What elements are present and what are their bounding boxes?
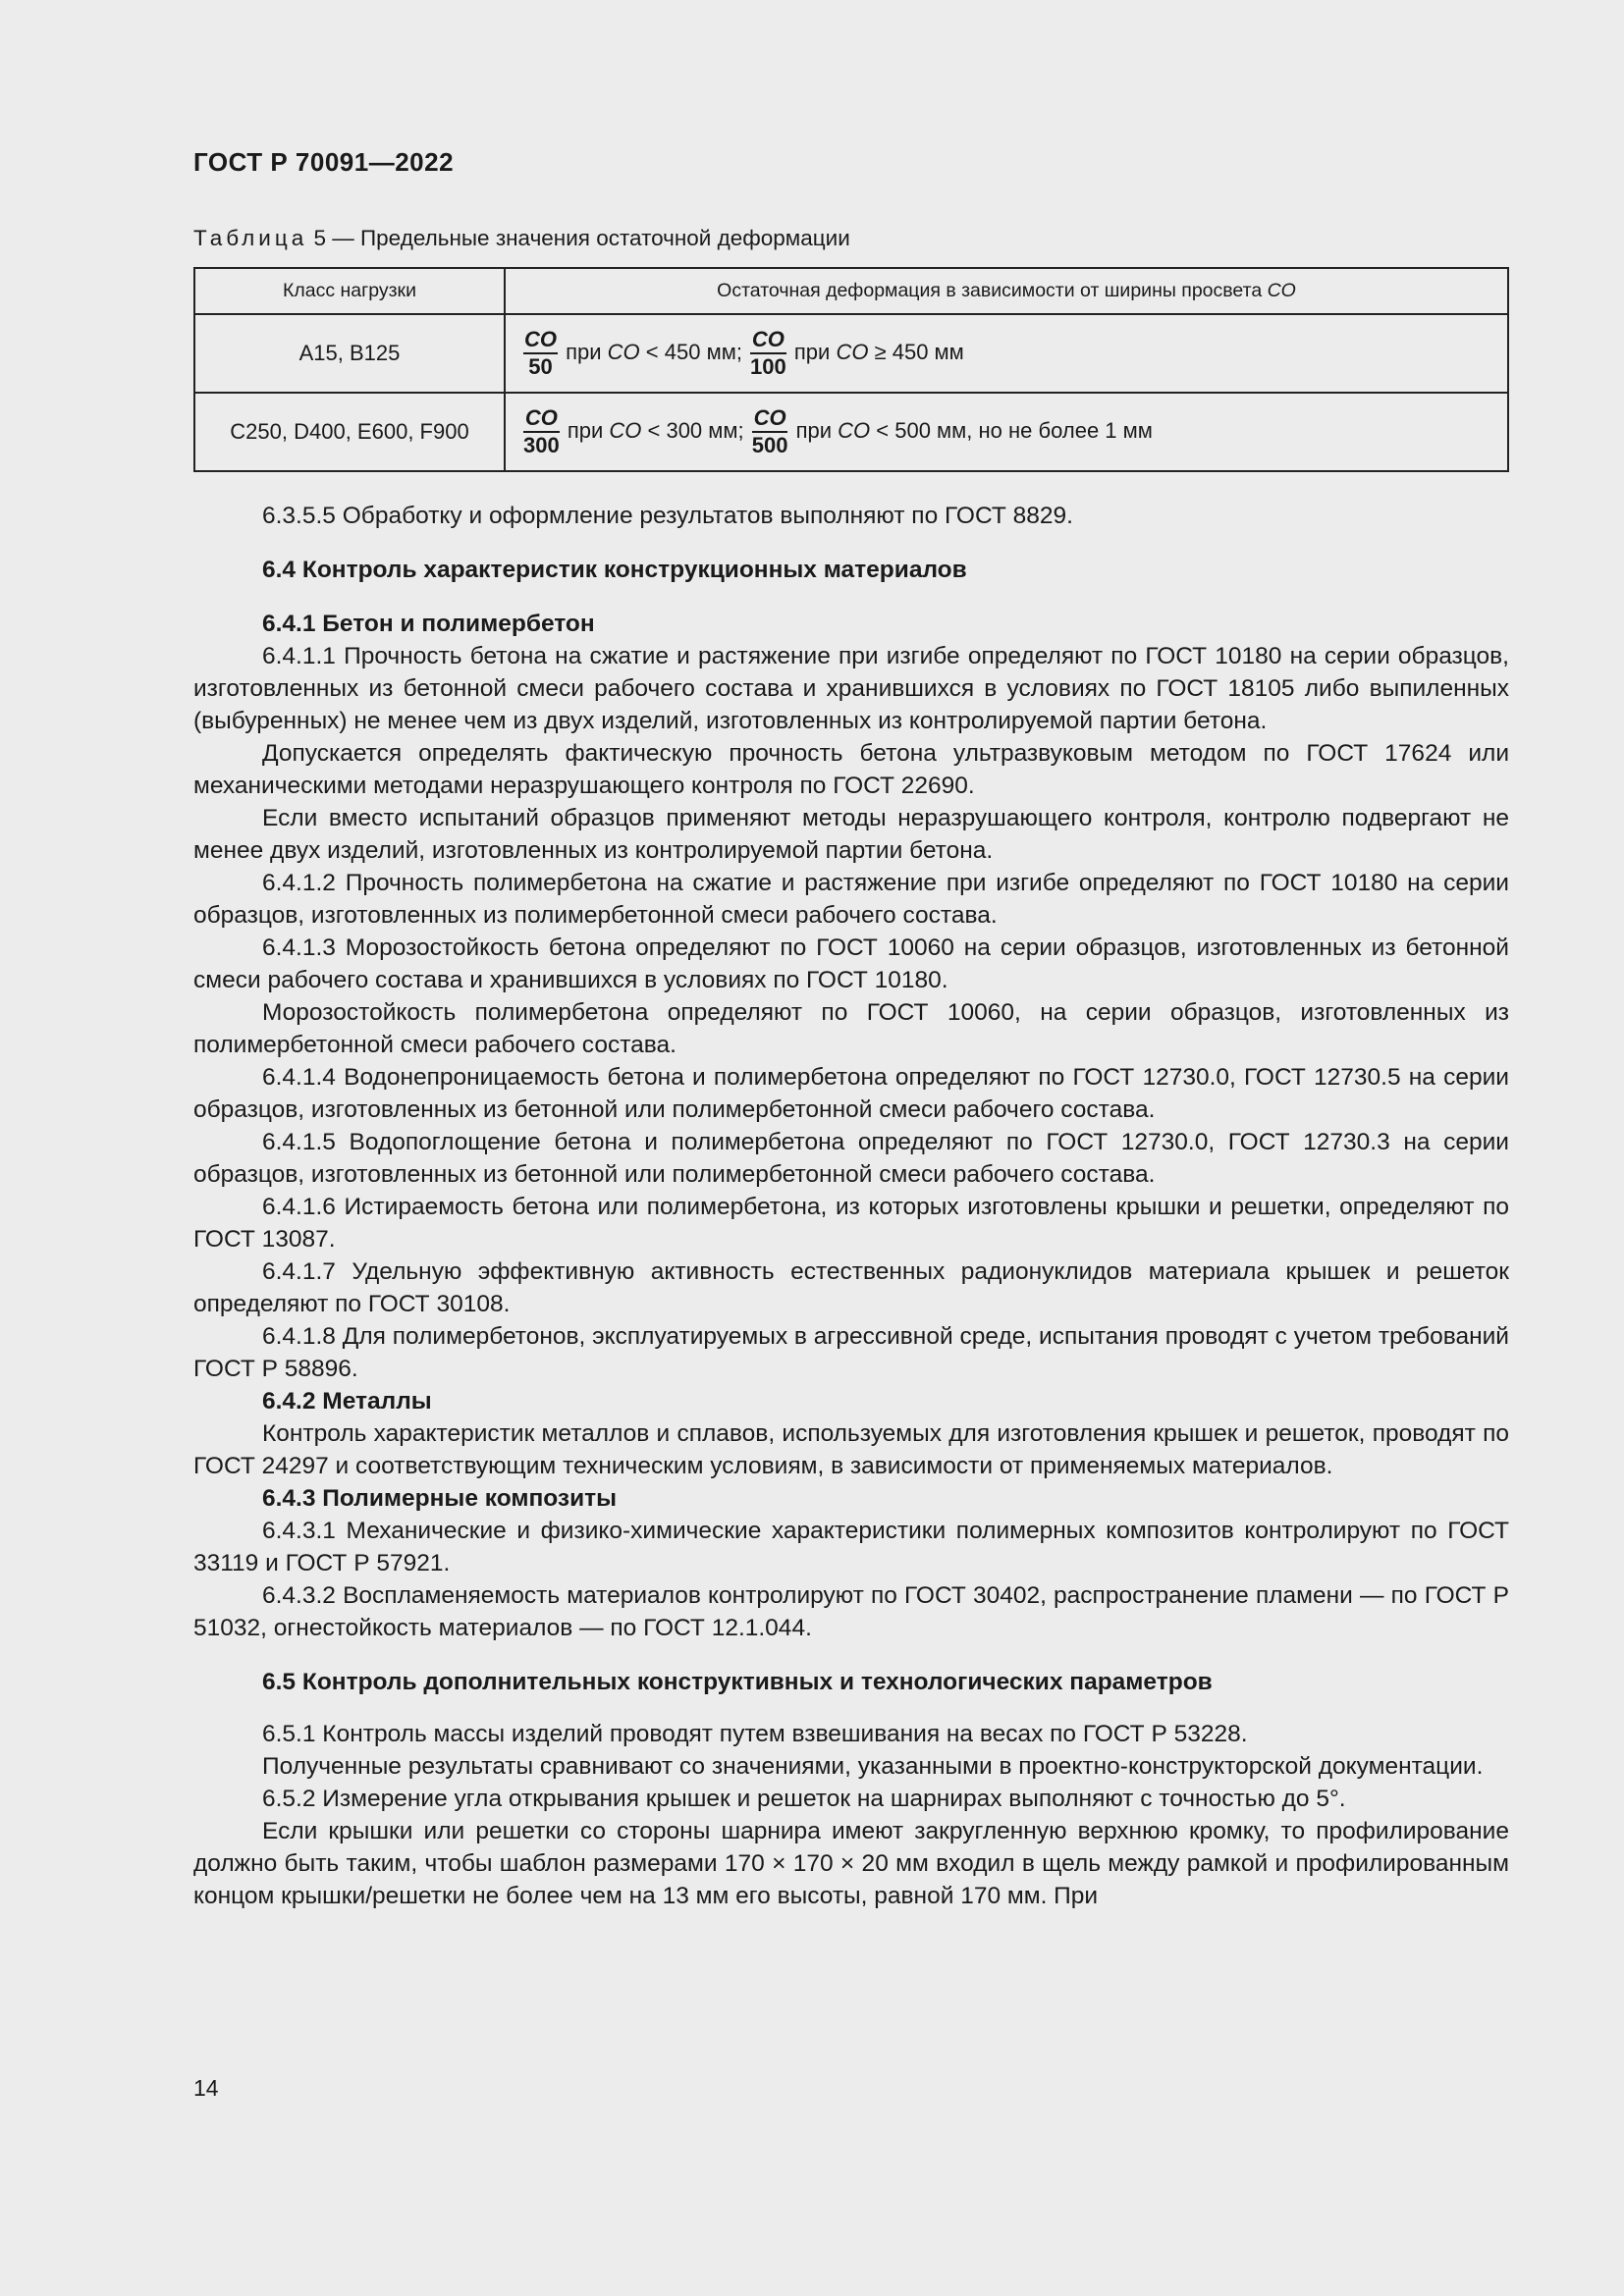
paragraph: Морозостойкость полимербетона определяют по ГОСТ 10060, на серии образцов, изготовленных из полимербетонной смеси рабочего состава. — [193, 999, 1509, 1058]
paragraph: 6.4.1.5 Водопоглощение бетона и полимербетона определяют по ГОСТ 12730.0, ГОСТ 12730.3 на серии образцов, изготовленных из бетонной или полимербетонной смеси рабочего состава. — [193, 1129, 1509, 1188]
fraction — [523, 407, 560, 456]
cell-text: < 500 мм, но не более 1 мм — [870, 417, 1153, 443]
paragraph: Полученные результаты сравнивают со значениями, указанными в проектно-конструкторской документации. — [262, 1753, 1484, 1780]
subsection-heading: 6.4.3 Полимерные композиты — [262, 1485, 618, 1512]
table-header-row — [194, 268, 1508, 314]
table-caption — [193, 226, 850, 251]
paragraph: 6.3.5.5 Обработку и оформление результатов выполняют по ГОСТ 8829. — [262, 503, 1073, 529]
table-row — [194, 393, 1508, 471]
section-heading: 6.4 Контроль характеристик конструкционных материалов — [262, 557, 967, 583]
cell-var: CO — [607, 339, 640, 364]
paragraph: 6.4.1.3 Морозостойкость бетона определяют по ГОСТ 10060 на серии образцов, изготовленных из бетонной смеси рабочего состава и хранившихся в условиях по ГОСТ 10180. — [193, 934, 1509, 993]
paragraph: Допускается определять фактическую прочность бетона ультразвуковым методом по ГОСТ 17624 или механическими методами неразрушающего контроля по ГОСТ 22690. — [193, 740, 1509, 799]
cell-text: при — [561, 417, 610, 443]
paragraph: Если крышки или решетки со стороны шарнира имеют закругленную верхнюю кромку, то профилирование должно быть таким, чтобы шаблон размерами 170 × 170 × 20 мм входил в щель между рамкой и профилированным концом крышки/решетки не более чем на 13 мм его высоты, равной 170 мм. При — [193, 1818, 1509, 1909]
deformation-cell — [505, 393, 1508, 471]
fraction — [752, 407, 788, 456]
fraction — [750, 329, 786, 378]
cell-text: ≥ 450 мм — [868, 339, 964, 364]
paragraph: 6.5.2 Измерение угла открывания крышек и решеток на шарнирах выполняют с точностью до 5°. — [262, 1786, 1346, 1812]
paragraph: 6.4.3.2 Воспламеняемость материалов контролируют по ГОСТ 30402, распространение пламени — по ГОСТ Р 51032, огнестойкость материалов — по ГОСТ 12.1.044. — [193, 1582, 1509, 1641]
cell-text: при — [560, 339, 608, 364]
document-body — [193, 500, 1509, 1912]
fraction-denominator: 500 — [751, 433, 788, 457]
document-header: ГОСТ Р 70091—2022 — [193, 147, 455, 177]
column-header-class: Класс нагрузки — [194, 268, 505, 314]
fraction-numerator: CO — [523, 407, 560, 433]
paragraph: 6.4.1.8 Для полимербетонов, эксплуатируемых в агрессивной среде, испытания проводят с учетом требований ГОСТ Р 58896. — [193, 1323, 1509, 1382]
paragraph: 6.4.1.2 Прочность полимербетона на сжатие и растяжение при изгибе определяют по ГОСТ 10180 на серии образцов, изготовленных из полимербетонной смеси рабочего состава. — [193, 870, 1509, 929]
fraction-numerator: CO — [523, 329, 558, 354]
load-class-cell: A15, B125 — [194, 314, 505, 393]
load-class-cell: C250, D400, E600, F900 — [194, 393, 505, 471]
page-number: 14 — [193, 2075, 219, 2101]
paragraph: 6.4.1.7 Удельную эффективную активность естественных радионуклидов материала крышек и решеток определяют по ГОСТ 30108. — [193, 1258, 1509, 1317]
column-header-var: CO — [1267, 280, 1296, 301]
cell-text: при — [789, 417, 839, 443]
paragraph: 6.4.1.6 Истираемость бетона или полимербетона, из которых изготовлены крышки и решетки, определяют по ГОСТ 13087. — [193, 1194, 1509, 1253]
fraction-denominator: 50 — [528, 354, 553, 379]
fraction — [523, 329, 558, 378]
cell-text: < 300 мм; — [641, 417, 750, 443]
cell-text: при — [787, 339, 837, 364]
cell-var: CO — [838, 417, 871, 443]
fraction-denominator: 300 — [523, 433, 560, 457]
fraction-numerator: CO — [752, 407, 788, 433]
paragraph: Если вместо испытаний образцов применяют методы неразрушающего контроля, контролю подвергают не менее двух изделий, изготовленных из контролируемой партии бетона. — [193, 805, 1509, 864]
paragraph: Контроль характеристик металлов и сплавов, используемых для изготовления крышек и решеток, проводят по ГОСТ 24297 и соответствующим техническим условиям, в зависимости от применяемых материалов. — [193, 1420, 1509, 1479]
table-caption-prefix: Таблица — [193, 226, 308, 250]
paragraph: 6.5.1 Контроль массы изделий проводят путем взвешивания на весах по ГОСТ Р 53228. — [262, 1721, 1248, 1747]
deformation-table — [193, 267, 1509, 472]
fraction-numerator: CO — [750, 329, 786, 354]
cell-text: < 450 мм; — [639, 339, 749, 364]
table-caption-text: 5 — Предельные значения остаточной деформации — [307, 226, 850, 250]
column-header-deformation-text: Остаточная деформация в зависимости от ширины просвета — [717, 280, 1268, 301]
cell-var: CO — [836, 339, 869, 364]
subsection-heading: 6.4.1 Бетон и полимербетон — [262, 611, 595, 637]
section-heading: 6.5 Контроль дополнительных конструктивных и технологических параметров — [262, 1669, 1213, 1695]
deformation-cell — [505, 314, 1508, 393]
fraction-denominator: 100 — [750, 354, 786, 379]
paragraph: 6.4.1.4 Водонепроницаемость бетона и полимербетона определяют по ГОСТ 12730.0, ГОСТ 12730.5 на серии образцов, изготовленных из бетонной или полимербетонной смеси рабочего состава. — [193, 1064, 1509, 1123]
paragraph: 6.4.3.1 Механические и физико-химические характеристики полимерных композитов контролируют по ГОСТ 33119 и ГОСТ Р 57921. — [193, 1518, 1509, 1576]
paragraph: 6.4.1.1 Прочность бетона на сжатие и растяжение при изгибе определяют по ГОСТ 10180 на серии образцов, изготовленных из бетонной смеси рабочего состава и хранившихся в условиях по ГОСТ 18105 либо выпиленных (выбуренных) не менее чем из двух изделий, изготовленных из контролируемой партии бетона. — [193, 643, 1509, 734]
table-row — [194, 314, 1508, 393]
subsection-heading: 6.4.2 Металлы — [262, 1388, 432, 1415]
cell-var: CO — [609, 417, 642, 443]
column-header-deformation — [505, 268, 1508, 314]
